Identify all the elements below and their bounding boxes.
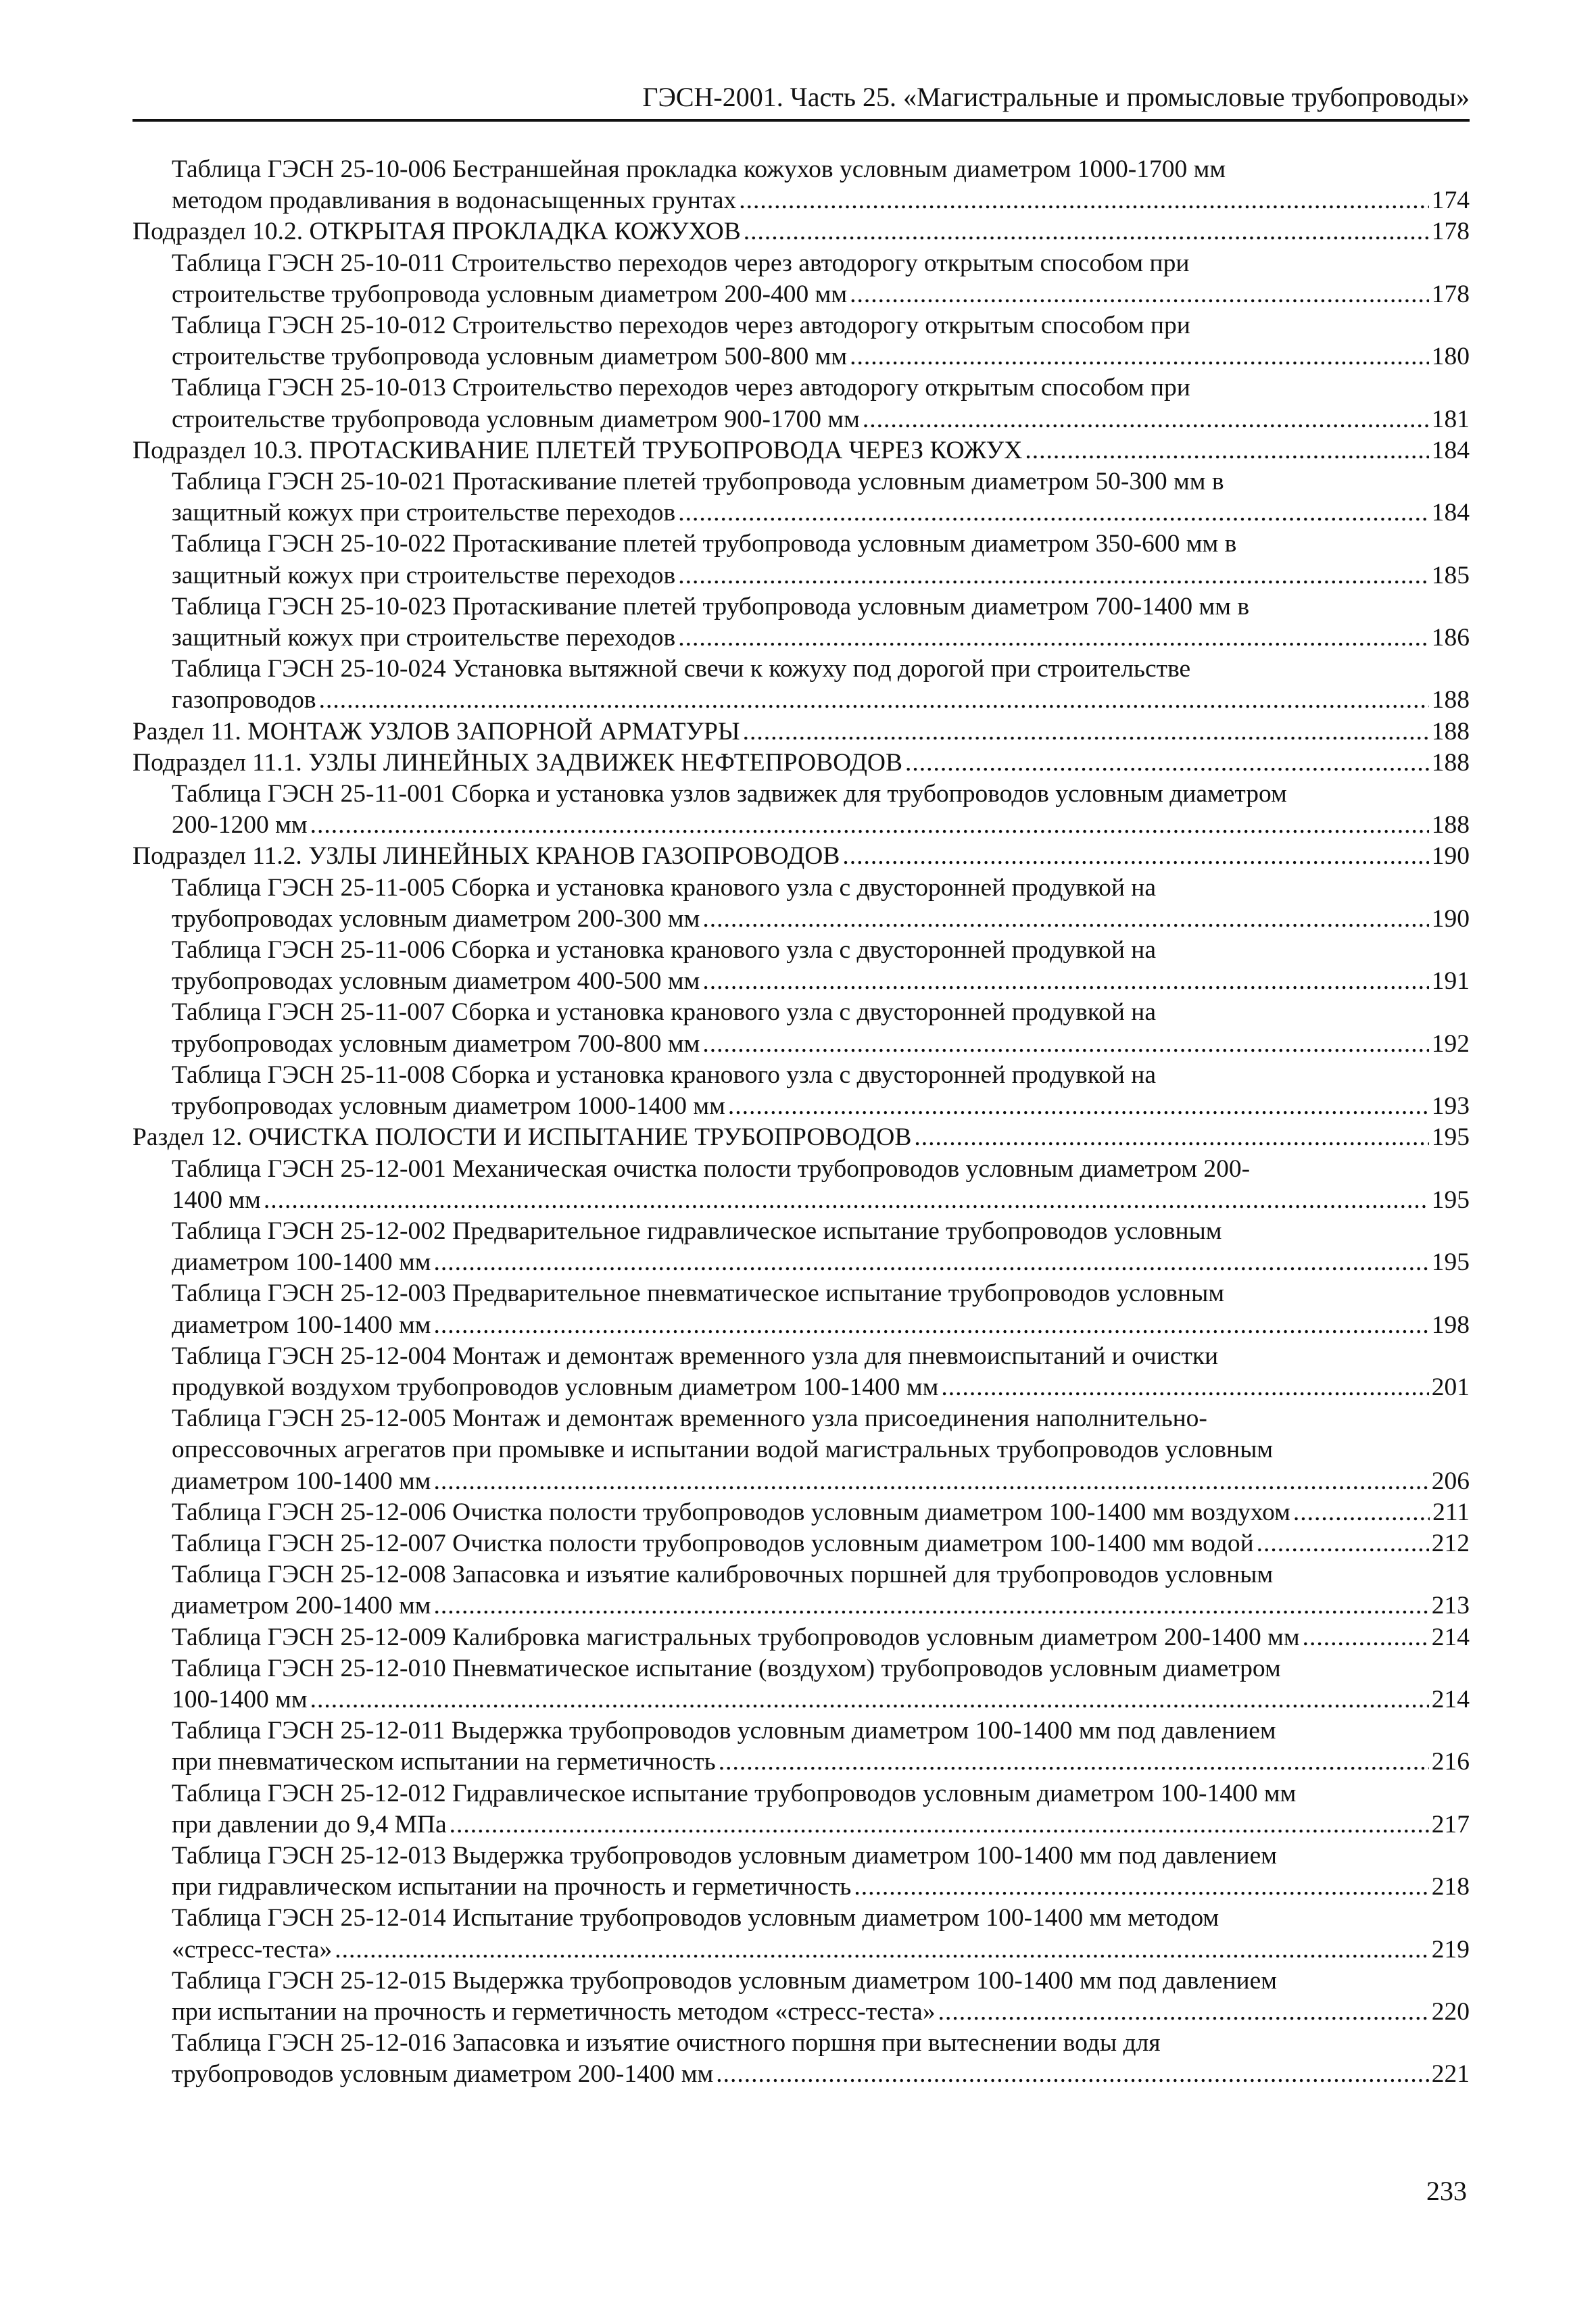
toc-page-ref: 214	[1431, 1685, 1470, 1713]
toc-entry-line: диаметром 100-1400 мм	[172, 1248, 431, 1277]
dot-leader	[739, 185, 1429, 216]
table-of-contents	[132, 154, 1470, 2091]
toc-table-entry	[132, 1341, 1470, 1403]
toc-page-ref: 178	[1431, 280, 1470, 308]
dot-leader	[433, 1590, 1428, 1622]
toc-entry-line: защитный кожух при строительстве переходов	[172, 499, 676, 527]
toc-table-entry	[132, 310, 1470, 372]
toc-entry-line: Таблица ГЭСН 25-10-022 Протаскивание плетей трубопровода условным диаметром 350-600 мм в	[172, 530, 1237, 558]
toc-entry-line: Таблица ГЭСН 25-10-023 Протаскивание плетей трубопровода условным диаметром 700-1400 мм в	[172, 592, 1250, 620]
toc-entry-leader-line	[172, 560, 1470, 591]
toc-table-entry	[132, 1278, 1470, 1340]
toc-table-entry	[132, 466, 1470, 529]
dot-leader	[1303, 1622, 1429, 1653]
toc-entry-line: Таблица ГЭСН 25-10-006 Бестраншейная прокладка кожухов условным диаметром 1000-1700 мм	[172, 155, 1226, 183]
toc-table-entry	[132, 1403, 1470, 1497]
toc-entry-leader-line	[172, 1684, 1470, 1715]
toc-entry-leader-line	[172, 1372, 1470, 1403]
toc-entry-line: Подраздел 11.2. УЗЛЫ ЛИНЕЙНЫХ КРАНОВ ГАЗОПРОВОДОВ	[132, 842, 840, 871]
dot-leader	[743, 716, 1429, 748]
toc-section-entry	[132, 841, 1470, 872]
toc-entry-line: Таблица ГЭСН 25-10-021 Протаскивание плетей трубопровода условным диаметром 50-300 мм в	[172, 468, 1224, 496]
toc-table-entry	[132, 654, 1470, 716]
toc-entry-line: Таблица ГЭСН 25-11-007 Сборка и установка кранового узла с двусторонней продувкой на	[172, 998, 1157, 1027]
toc-table-entry	[132, 1060, 1470, 1122]
toc-page-ref: 214	[1431, 1623, 1470, 1651]
toc-section-entry	[132, 716, 1470, 748]
toc-entry-leader-line	[172, 966, 1470, 997]
toc-entry-line: диаметром 200-1400 мм	[172, 1592, 431, 1620]
toc-entry-leader-line	[132, 841, 1470, 872]
toc-entry-leader-line	[172, 1934, 1470, 1966]
toc-table-entry	[132, 372, 1470, 435]
toc-table-entry	[132, 1841, 1470, 1903]
toc-section-entry	[132, 1122, 1470, 1153]
toc-entry-line: «стресс-теста»	[172, 1935, 333, 1964]
toc-entry-leader-line	[132, 1122, 1470, 1153]
toc-entry-line: Таблица ГЭСН 25-12-012 Гидравлическое испытание трубопроводов условным диаметром 100-1400 мм	[172, 1779, 1297, 1807]
toc-page-ref: 206	[1431, 1467, 1470, 1495]
toc-page-ref: 181	[1431, 405, 1470, 433]
toc-table-entry	[132, 1778, 1470, 1841]
toc-entry-line: продувкой воздухом трубопроводов условным диаметром 100-1400 мм	[172, 1373, 939, 1401]
toc-entry-leader-line	[132, 435, 1470, 466]
dot-leader	[905, 748, 1429, 779]
toc-page-ref: 195	[1431, 1248, 1470, 1277]
toc-entry-line: трубопроводах условным диаметром 1000-1400 мм	[172, 1092, 725, 1121]
toc-table-entry	[132, 873, 1470, 935]
toc-section-entry	[132, 435, 1470, 466]
toc-entry-leader-line	[172, 1872, 1470, 1903]
toc-entry-line: Таблица ГЭСН 25-12-015 Выдержка трубопроводов условным диаметром 100-1400 мм под давлением	[172, 1966, 1277, 1995]
toc-entry-line: Раздел 11. МОНТАЖ УЗЛОВ ЗАПОРНОЙ АРМАТУРЫ	[132, 717, 740, 746]
toc-entry-leader-line	[172, 279, 1470, 310]
toc-page-ref: 219	[1431, 1935, 1470, 1964]
toc-entry-line: трубопроводах условным диаметром 700-800 мм	[172, 1029, 700, 1058]
toc-table-entry	[132, 591, 1470, 654]
toc-entry-line: Таблица ГЭСН 25-12-001 Механическая очистка полости трубопроводов условным диаметром 200-	[172, 1154, 1251, 1183]
toc-table-entry	[132, 1903, 1470, 1965]
toc-page-ref: 213	[1431, 1592, 1470, 1620]
dot-leader	[450, 1809, 1429, 1841]
toc-entry-line: Таблица ГЭСН 25-12-011 Выдержка трубопроводов условным диаметром 100-1400 мм под давлением	[172, 1717, 1276, 1745]
dot-leader	[1025, 435, 1428, 466]
toc-entry-leader-line	[172, 404, 1470, 435]
toc-page-ref: 178	[1431, 218, 1470, 246]
toc-page-ref: 188	[1431, 717, 1470, 746]
toc-table-entry	[132, 248, 1470, 310]
toc-entry-leader-line	[132, 216, 1470, 247]
toc-entry-line: Таблица ГЭСН 25-12-014 Испытание трубопроводов условным диаметром 100-1400 мм методом	[172, 1904, 1219, 1932]
toc-page-ref: 190	[1431, 842, 1470, 871]
toc-entry-line: строительстве трубопровода условным диаметром 200-400 мм	[172, 280, 848, 308]
dot-leader	[744, 216, 1429, 247]
toc-page-ref: 184	[1431, 499, 1470, 527]
toc-table-entry	[132, 779, 1470, 841]
toc-page-ref: 195	[1431, 1186, 1470, 1214]
toc-entry-line: 100-1400 мм	[172, 1685, 308, 1713]
toc-page-ref: 217	[1431, 1810, 1470, 1838]
toc-entry-line: газопроводов	[172, 686, 316, 714]
toc-entry-leader-line	[172, 1310, 1470, 1341]
toc-entry-line: методом продавливания в водонасыщенных грунтах	[172, 187, 737, 215]
toc-entry-leader-line	[172, 1466, 1470, 1497]
toc-table-entry	[132, 1154, 1470, 1216]
toc-table-entry	[132, 1966, 1470, 2028]
dot-leader	[433, 1247, 1428, 1278]
toc-table-entry	[132, 1497, 1470, 1528]
toc-table-entry	[132, 1216, 1470, 1278]
toc-entry-leader-line	[172, 497, 1470, 529]
dot-leader	[702, 904, 1428, 935]
dot-leader	[264, 1185, 1429, 1216]
toc-entry-leader-line	[132, 716, 1470, 748]
toc-entry-line: Таблица ГЭСН 25-10-024 Установка вытяжной свечи к кожуху под дорогой при строительстве	[172, 655, 1191, 683]
dot-leader	[678, 560, 1428, 591]
toc-page-ref: 192	[1431, 1029, 1470, 1058]
toc-page-ref: 184	[1431, 436, 1470, 464]
toc-entry-leader-line	[172, 1185, 1470, 1216]
dot-leader	[1257, 1528, 1429, 1559]
toc-entry-line: опрессовочных агрегатов при промывке и испытании водой магистральных трубопроводов условным	[172, 1436, 1274, 1464]
toc-page-ref: 193	[1431, 1092, 1470, 1121]
dot-leader	[850, 341, 1429, 372]
toc-entry-line: трубопроводов условным диаметром 200-1400 мм	[172, 2060, 714, 2089]
toc-page-ref: 188	[1431, 686, 1470, 714]
toc-entry-line: Подраздел 11.1. УЗЛЫ ЛИНЕЙНЫХ ЗАДВИЖЕК НЕФТЕПРОВОДОВ	[132, 748, 902, 777]
dot-leader	[716, 2059, 1429, 2090]
dot-leader	[938, 1997, 1429, 2028]
toc-entry-leader-line	[172, 1809, 1470, 1841]
toc-table-entry	[132, 1653, 1470, 1715]
toc-entry-line: Таблица ГЭСН 25-12-010 Пневматическое испытание (воздухом) трубопроводов условным диаметром	[172, 1654, 1281, 1682]
toc-table-entry	[132, 154, 1470, 216]
toc-entry-line: трубопроводах условным диаметром 400-500 мм	[172, 967, 700, 996]
toc-entry-line: Таблица ГЭСН 25-10-011 Строительство переходов через автодорогу открытым способом при	[172, 249, 1190, 277]
toc-entry-line: 1400 мм	[172, 1186, 261, 1214]
toc-page-ref: 180	[1431, 343, 1470, 371]
toc-entry-line: Таблица ГЭСН 25-11-008 Сборка и установка кранового узла с двусторонней продувкой на	[172, 1061, 1157, 1089]
toc-entry-line: Подраздел 10.2. ОТКРЫТАЯ ПРОКЛАДКА КОЖУХОВ	[132, 218, 741, 246]
toc-entry-line: Таблица ГЭСН 25-12-007 Очистка полости трубопроводов условным диаметром 100-1400 мм водой	[172, 1529, 1254, 1557]
dot-leader	[719, 1747, 1429, 1778]
toc-entry-line: защитный кожух при строительстве переходов	[172, 624, 676, 652]
toc-entry-line: диаметром 100-1400 мм	[172, 1467, 431, 1495]
toc-table-entry	[132, 1528, 1470, 1559]
dot-leader	[702, 966, 1428, 997]
toc-page-ref: 218	[1431, 1873, 1470, 1901]
toc-page-ref: 174	[1431, 187, 1470, 215]
dot-leader	[678, 623, 1428, 654]
toc-table-entry	[132, 1559, 1470, 1622]
running-header: ГЭСН-2001. Часть 25. «Магистральные и промысловые трубопроводы»	[132, 80, 1470, 122]
toc-entry-line: при испытании на прочность и герметичность методом «стресс-теста»	[172, 1997, 936, 2026]
toc-entry-leader-line	[172, 1497, 1470, 1528]
toc-entry-leader-line	[172, 1029, 1470, 1060]
toc-section-entry	[132, 748, 1470, 779]
toc-entry-line: Таблица ГЭСН 25-12-006 Очистка полости трубопроводов условным диаметром 100-1400 мм воздухом	[172, 1498, 1290, 1526]
toc-entry-line: Таблица ГЭСН 25-12-008 Запасовка и изъятие калибровочных поршней для трубопроводов условным	[172, 1561, 1274, 1589]
dot-leader	[941, 1372, 1428, 1403]
toc-entry-line: при гидравлическом испытании на прочность и герметичность	[172, 1873, 852, 1901]
toc-entry-line: Таблица ГЭСН 25-12-003 Предварительное пневматическое испытание трубопроводов условным	[172, 1280, 1225, 1308]
dot-leader	[1293, 1497, 1430, 1528]
toc-entry-leader-line	[172, 1590, 1470, 1622]
toc-entry-line: защитный кожух при строительстве переходов	[172, 561, 676, 589]
toc-entry-line: строительстве трубопровода условным диаметром 900-1700 мм	[172, 405, 860, 433]
toc-entry-leader-line	[172, 185, 1470, 216]
toc-table-entry	[132, 2028, 1470, 2090]
toc-entry-leader-line	[132, 748, 1470, 779]
dot-leader	[433, 1466, 1428, 1497]
dot-leader	[702, 1029, 1428, 1060]
toc-entry-leader-line	[172, 810, 1470, 841]
toc-page-ref: 211	[1432, 1498, 1470, 1526]
toc-page-ref: 220	[1431, 1997, 1470, 2026]
dot-leader	[310, 1684, 1429, 1715]
toc-entry-leader-line	[172, 904, 1470, 935]
toc-page-ref: 212	[1431, 1529, 1470, 1557]
toc-page-ref: 185	[1431, 561, 1470, 589]
toc-entry-leader-line	[172, 1528, 1470, 1559]
toc-entry-line: 200-1200 мм	[172, 811, 308, 839]
toc-entry-leader-line	[172, 1091, 1470, 1122]
toc-entry-leader-line	[172, 1247, 1470, 1278]
toc-page-ref: 195	[1431, 1123, 1470, 1152]
toc-entry-line: Таблица ГЭСН 25-12-009 Калибровка магистральных трубопроводов условным диаметром 200-1400 мм	[172, 1623, 1300, 1651]
toc-table-entry	[132, 1622, 1470, 1653]
toc-table-entry	[132, 529, 1470, 591]
toc-entry-line: при давлении до 9,4 МПа	[172, 1810, 447, 1838]
dot-leader	[863, 404, 1429, 435]
toc-page-ref: 188	[1431, 748, 1470, 777]
toc-entry-line: Таблица ГЭСН 25-12-002 Предварительное гидравлическое испытание трубопроводов условным	[172, 1217, 1222, 1245]
toc-entry-leader-line	[172, 1622, 1470, 1653]
toc-page-ref: 190	[1431, 904, 1470, 933]
toc-entry-line: Таблица ГЭСН 25-11-005 Сборка и установка кранового узла с двусторонней продувкой на	[172, 873, 1157, 902]
toc-section-entry	[132, 216, 1470, 247]
dot-leader	[433, 1310, 1428, 1341]
toc-entry-line: диаметром 100-1400 мм	[172, 1311, 431, 1339]
toc-entry-leader-line	[172, 2059, 1470, 2090]
dot-leader	[850, 279, 1429, 310]
toc-entry-line: Таблица ГЭСН 25-12-004 Монтаж и демонтаж временного узла для пневмоиспытаний и очистки	[172, 1342, 1219, 1370]
toc-entry-line: Таблица ГЭСН 25-11-006 Сборка и установка кранового узла с двусторонней продувкой на	[172, 936, 1157, 965]
toc-entry-line: при пневматическом испытании на герметичность	[172, 1748, 716, 1776]
toc-entry-line: Таблица ГЭСН 25-11-001 Сборка и установка узлов задвижек для трубопроводов условным диаметром	[172, 780, 1287, 808]
dot-leader	[728, 1091, 1429, 1122]
dot-leader	[319, 685, 1429, 716]
toc-page-ref: 186	[1431, 624, 1470, 652]
toc-entry-line: Таблица ГЭСН 25-12-005 Монтаж и демонтаж временного узла присоединения наполнительно-	[172, 1405, 1207, 1433]
toc-entry-line: Раздел 12. ОЧИСТКА ПОЛОСТИ И ИСПЫТАНИЕ ТРУБОПРОВОДОВ	[132, 1123, 912, 1152]
dot-leader	[678, 497, 1428, 529]
dot-leader	[914, 1122, 1428, 1153]
toc-entry-leader-line	[172, 623, 1470, 654]
toc-page-ref: 201	[1431, 1373, 1470, 1401]
toc-entry-line: Таблица ГЭСН 25-12-016 Запасовка и изъятие очистного поршня при вытеснении воды для	[172, 2029, 1161, 2057]
toc-entry-line: трубопроводах условным диаметром 200-300 мм	[172, 904, 700, 933]
page-number: 233	[1426, 2176, 1467, 2206]
toc-entry-leader-line	[172, 685, 1470, 716]
dot-leader	[335, 1934, 1429, 1966]
toc-entry-line: Подраздел 10.3. ПРОТАСКИВАНИЕ ПЛЕТЕЙ ТРУБОПРОВОДА ЧЕРЕЗ КОЖУХ	[132, 436, 1023, 464]
dot-leader	[310, 810, 1429, 841]
toc-table-entry	[132, 997, 1470, 1059]
toc-entry-line: Таблица ГЭСН 25-10-012 Строительство переходов через автодорогу открытым способом при	[172, 312, 1190, 340]
toc-page-ref: 198	[1431, 1311, 1470, 1339]
toc-page-ref: 216	[1431, 1748, 1470, 1776]
toc-table-entry	[132, 1715, 1470, 1778]
toc-table-entry	[132, 935, 1470, 997]
toc-entry-leader-line	[172, 341, 1470, 372]
dot-leader	[842, 841, 1428, 872]
toc-entry-line: строительстве трубопровода условным диаметром 500-800 мм	[172, 343, 848, 371]
toc-page-ref: 221	[1431, 2060, 1470, 2089]
toc-page-ref: 191	[1431, 967, 1470, 996]
toc-page-ref: 188	[1431, 811, 1470, 839]
toc-entry-leader-line	[172, 1997, 1470, 2028]
toc-entry-leader-line	[172, 1747, 1470, 1778]
dot-leader	[854, 1872, 1428, 1903]
toc-entry-line: Таблица ГЭСН 25-10-013 Строительство переходов через автодорогу открытым способом при	[172, 374, 1190, 402]
toc-entry-line: Таблица ГЭСН 25-12-013 Выдержка трубопроводов условным диаметром 100-1400 мм под давлением	[172, 1841, 1277, 1870]
